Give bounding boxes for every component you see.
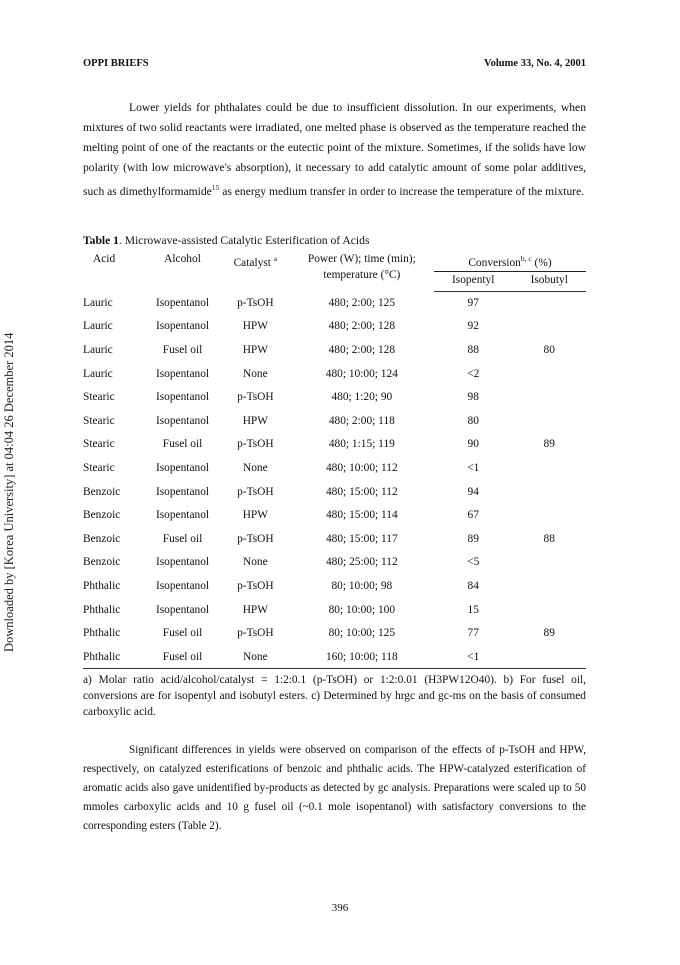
table-row: [83, 457, 586, 481]
cell-conditions: 480; 15:00; 112: [325, 485, 398, 498]
cell-acid: Benzoic: [83, 485, 121, 498]
table-footnote: a) Molar ratio acid/alcohol/catalyst = 1:2:0.1 (p-TsOH) or 1:2:0.01 (H3PW12O40). b) For fusel oil, conversions are for isopentyl and isobutyl esters. c) Determined by hrgc and gc-ms on the basis of consumed carboxylic acid.: [83, 673, 586, 718]
cell-acid: Phthalic: [83, 603, 121, 616]
cell-isobutyl: [512, 646, 586, 669]
cell-alcohol: Fusel oil: [162, 438, 203, 451]
header-catalyst-sup: a: [273, 254, 278, 263]
cell-acid: Stearic: [83, 438, 115, 451]
cell-acid: Benzoic: [83, 509, 121, 522]
cell-isopentyl: 84: [467, 579, 479, 592]
cell-catalyst: HPW: [242, 603, 269, 616]
cell-isobutyl: [512, 315, 586, 339]
cell-alcohol: Isopentanol: [155, 320, 210, 333]
table-row: [83, 410, 586, 434]
cell-alcohol: Isopentanol: [155, 391, 210, 404]
paragraph-1-text-a: Lower yields for phthalates could be due to insufficient dissolution. In our experiments, when mixtures of two solid reactants were irradiated, one melted phase is observed as the temperature reached the melting point of one of the reactants or the eutectic point of the mixture. Sometimes, if the solids have low polarity (with low microwave's absorption), it necessary to add catalytic amount of some polar additives, such as dimethylformamide: [83, 101, 586, 198]
cell-isopentyl: 92: [467, 320, 479, 333]
cell-isobutyl: 89: [543, 438, 555, 451]
cell-isobutyl: [512, 575, 586, 599]
cell-conditions: 480; 10:00; 112: [325, 461, 398, 474]
cell-isopentyl: <1: [467, 461, 480, 474]
table-row: [83, 315, 586, 339]
reference-15: 15: [211, 183, 220, 192]
cell-conditions: 80; 10:00; 98: [331, 579, 393, 592]
cell-alcohol: Isopentanol: [155, 296, 210, 309]
table-row: [83, 386, 586, 410]
volume-info: Volume 33, No. 4, 2001: [484, 58, 586, 69]
cell-isobutyl: [512, 481, 586, 505]
cell-conditions: 480; 15:00; 114: [325, 509, 398, 522]
cell-acid: Phthalic: [83, 579, 121, 592]
header-alcohol: Alcohol: [164, 253, 201, 265]
cell-isobutyl: [512, 551, 586, 575]
cell-alcohol: Isopentanol: [155, 414, 210, 427]
table-caption-text: . Microwave-assisted Catalytic Esterification of Acids: [118, 234, 370, 247]
running-header: [83, 58, 586, 69]
table-row: [83, 339, 586, 363]
header-acid: Acid: [93, 253, 116, 265]
header-conversion-sup: b, c: [520, 254, 532, 263]
cell-alcohol: Isopentanol: [155, 367, 210, 380]
header-isobutyl: Isobutyl: [530, 273, 568, 286]
cell-acid: Stearic: [83, 461, 115, 474]
cell-acid: Stearic: [83, 414, 115, 427]
cell-isobutyl: 88: [543, 532, 555, 545]
cell-isobutyl: [512, 291, 586, 315]
cell-acid: Phthalic: [83, 646, 144, 669]
table-row: [83, 646, 586, 669]
table-row: [83, 481, 586, 505]
cell-catalyst: p-TsOH: [237, 485, 274, 498]
cell-alcohol: Isopentanol: [155, 556, 210, 569]
cell-isopentyl: 94: [467, 485, 479, 498]
cell-alcohol: Isopentanol: [155, 485, 210, 498]
table-row: [83, 622, 586, 646]
table-row: [83, 599, 586, 623]
cell-conditions: 480; 15:00; 117: [325, 532, 398, 545]
cell-conditions: 480; 2:00; 125: [328, 296, 396, 309]
cell-alcohol: Fusel oil: [162, 627, 203, 640]
paragraph-2: Significant differences in yields were observed on comparison of the effects of p-TsOH and HPW, respectively, on catalyzed esterifications of benzoic and phthalic acids. The HPW-catalyzed esterification of aromatic acids also gave unidentified by-products as detected by gc analysis. Preparations were scaled up to 50 mmoles carboxylic acids and 10 g fusel oil (~0.1 mole isopentanol) with satisfactory conversions to the corresponding esters (Table 2).: [83, 744, 586, 832]
cell-isopentyl: <1: [434, 646, 513, 669]
cell-alcohol: Fusel oil: [162, 532, 203, 545]
download-watermark: Downloaded by [Korea University] at 04:04 26 December 2014: [2, 332, 16, 653]
cell-acid: Lauric: [83, 320, 113, 333]
cell-conditions: 480; 2:00; 128: [328, 343, 396, 356]
cell-conditions: 160; 10:00; 118: [290, 646, 434, 669]
cell-isobutyl: 80: [543, 343, 555, 356]
cell-catalyst: None: [243, 556, 268, 569]
cell-conditions: 480; 2:00; 128: [328, 320, 396, 333]
table-row: [83, 291, 586, 315]
cell-acid: Lauric: [83, 343, 113, 356]
cell-alcohol: Fusel oil: [144, 646, 221, 669]
cell-isobutyl: [512, 504, 586, 528]
cell-conditions: 480; 1:15; 119: [328, 438, 395, 451]
header-isopentyl: Isopentyl: [452, 273, 495, 286]
paragraph-1: [83, 98, 586, 202]
table-caption: [83, 234, 586, 247]
cell-isobutyl: [512, 410, 586, 434]
cell-catalyst: p-TsOH: [237, 296, 274, 309]
header-catalyst: Catalyst: [233, 256, 271, 269]
cell-isopentyl: 90: [467, 438, 479, 451]
table-row: [83, 504, 586, 528]
esterification-table: [83, 251, 586, 669]
cell-acid: Benzoic: [83, 532, 121, 545]
cell-isobutyl: [512, 599, 586, 623]
header-conversion: Conversion: [468, 256, 521, 269]
cell-catalyst: None: [243, 367, 268, 380]
cell-alcohol: Isopentanol: [155, 603, 210, 616]
cell-catalyst: HPW: [242, 509, 269, 522]
cell-isobutyl: 89: [543, 627, 555, 640]
cell-conditions: 80; 10:00; 100: [328, 603, 396, 616]
cell-alcohol: Fusel oil: [162, 343, 203, 356]
header-temperature: temperature (°C): [323, 269, 401, 281]
header-power: Power (W); time (min);: [307, 253, 416, 265]
journal-section: OPPI BRIEFS: [83, 58, 149, 69]
cell-alcohol: Isopentanol: [155, 579, 210, 592]
cell-isopentyl: 88: [467, 343, 479, 356]
cell-acid: Lauric: [83, 367, 113, 380]
cell-catalyst: p-TsOH: [237, 627, 274, 640]
cell-catalyst: p-TsOH: [237, 438, 274, 451]
cell-isobutyl: [512, 386, 586, 410]
cell-catalyst: HPW: [242, 320, 269, 333]
cell-isopentyl: 67: [467, 509, 479, 522]
table-row: [83, 433, 586, 457]
cell-alcohol: Isopentanol: [155, 461, 210, 474]
cell-acid: Phthalic: [83, 627, 121, 640]
paragraph-1-text-b: as energy medium transfer in order to increase the temperature of the mixture.: [219, 184, 585, 198]
cell-isobutyl: [512, 363, 586, 387]
table-row: [83, 575, 586, 599]
cell-conditions: 480; 1:20; 90: [331, 391, 393, 404]
cell-catalyst: p-TsOH: [237, 391, 274, 404]
cell-isopentyl: 80: [467, 414, 479, 427]
cell-conditions: 80; 10:00; 125: [328, 627, 396, 640]
cell-conditions: 480; 25:00; 112: [325, 556, 398, 569]
cell-conditions: 480; 10:00; 124: [325, 367, 398, 380]
cell-isopentyl: 77: [467, 627, 479, 640]
cell-isopentyl: 97: [467, 296, 479, 309]
cell-catalyst: None: [243, 461, 268, 474]
cell-isobutyl: [512, 457, 586, 481]
cell-acid: Benzoic: [83, 556, 121, 569]
table-row: [83, 528, 586, 552]
table-1: [83, 234, 586, 720]
cell-catalyst: p-TsOH: [237, 579, 274, 592]
table-row: [83, 363, 586, 387]
cell-isopentyl: <5: [467, 556, 480, 569]
table-row: [83, 551, 586, 575]
cell-isopentyl: 89: [467, 532, 479, 545]
cell-acid: Lauric: [83, 296, 113, 309]
cell-catalyst: p-TsOH: [237, 532, 274, 545]
cell-conditions: 480; 2:00; 118: [328, 414, 395, 427]
cell-catalyst: None: [221, 646, 290, 669]
cell-alcohol: Isopentanol: [155, 509, 210, 522]
cell-isopentyl: 98: [467, 391, 479, 404]
page-number: 396: [331, 902, 349, 914]
cell-acid: Stearic: [83, 391, 115, 404]
cell-isopentyl: 15: [467, 603, 479, 616]
cell-catalyst: HPW: [242, 414, 269, 427]
header-conversion-unit: (%): [531, 256, 552, 269]
table-label: Table 1: [83, 234, 119, 247]
cell-isopentyl: <2: [467, 367, 480, 380]
cell-catalyst: HPW: [242, 343, 269, 356]
